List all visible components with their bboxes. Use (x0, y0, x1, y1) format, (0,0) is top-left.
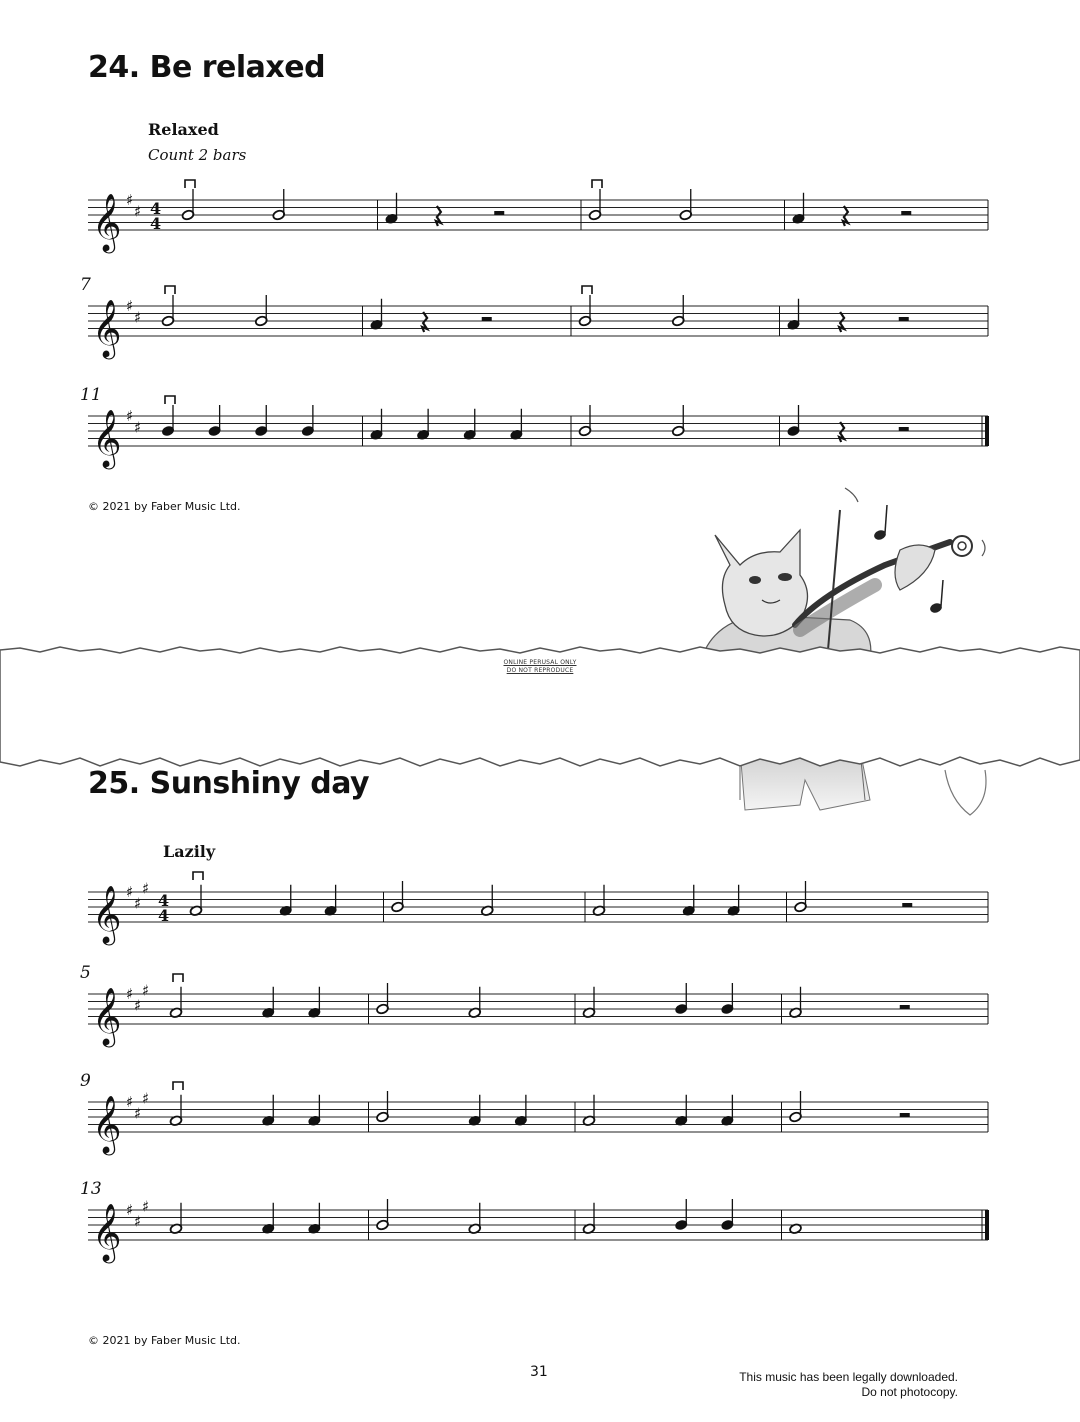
piece-25-system-1 (80, 864, 1000, 944)
piece-25-tempo: Lazily (163, 842, 216, 861)
online-perusal-watermark (470, 659, 610, 675)
treble-clef-icon: 𝄞 (92, 409, 122, 467)
key-sharp-icon: ♯ (126, 191, 134, 209)
download-notice-line-1: This music has been legally downloaded. (739, 1370, 958, 1384)
key-sharp-icon: ♯ (126, 985, 134, 1003)
down-bow-icon (193, 872, 203, 880)
download-notice-line-2: Do not photocopy. (861, 1385, 958, 1399)
treble-clef-icon: 𝄞 (92, 1095, 122, 1153)
page-number: 31 (530, 1364, 548, 1380)
piece-24-system-2 (80, 270, 1000, 360)
half-rest-icon (899, 317, 909, 321)
measure-number: 7 (80, 275, 91, 295)
treble-clef-icon: 𝄞 (92, 1203, 122, 1261)
time-signature-top: 4 (150, 199, 162, 218)
piece-24-system-3 (80, 380, 1000, 470)
piece-25-title: 25. Sunshiny day (88, 766, 370, 801)
treble-clef-icon: 𝄞 (92, 885, 122, 943)
half-rest-icon (494, 211, 504, 215)
key-sharp-icon: ♯ (142, 1197, 150, 1216)
quarter-rest-icon (839, 422, 844, 442)
key-sharp-icon: ♯ (126, 297, 134, 315)
half-rest-icon (900, 1113, 910, 1117)
measure-number: 9 (80, 1071, 91, 1091)
down-bow-icon (582, 286, 592, 294)
half-rest-icon (901, 211, 911, 215)
down-bow-icon (173, 1082, 183, 1090)
quarter-rest-icon (422, 312, 427, 332)
piece-24-copyright: © 2021 by Faber Music Ltd. (88, 500, 241, 513)
half-rest-icon (902, 903, 912, 907)
key-sharp-icon: ♯ (134, 894, 142, 913)
key-sharp-icon: ♯ (126, 407, 134, 425)
time-signature-bottom: 4 (158, 906, 170, 925)
half-rest-icon (482, 317, 492, 321)
key-sharp-icon: ♯ (134, 1104, 142, 1123)
piece-24-title: 24. Be relaxed (88, 50, 326, 85)
quarter-rest-icon (436, 206, 441, 226)
down-bow-icon (165, 396, 175, 404)
down-bow-icon (165, 286, 175, 294)
measure-number: 5 (80, 963, 91, 983)
key-sharp-icon: ♯ (126, 1093, 134, 1111)
key-sharp-icon: ♯ (134, 202, 142, 221)
download-notice (739, 1370, 958, 1400)
piece-24-tempo: Relaxed (148, 120, 219, 139)
treble-clef-icon: 𝄞 (92, 987, 122, 1045)
measure-number: 13 (80, 1179, 102, 1199)
key-sharp-icon: ♯ (134, 418, 142, 437)
key-sharp-icon: ♯ (142, 1089, 150, 1108)
down-bow-icon (592, 180, 602, 188)
key-sharp-icon: ♯ (126, 1201, 134, 1219)
key-sharp-icon: ♯ (126, 883, 134, 901)
piece-25-copyright: © 2021 by Faber Music Ltd. (88, 1334, 241, 1347)
treble-clef-icon: 𝄞 (92, 193, 122, 251)
time-signature-bottom: 4 (150, 214, 162, 233)
quarter-rest-icon (839, 312, 844, 332)
piece-25-system-4 (80, 1174, 1000, 1264)
watermark-line-1: ONLINE PERUSAL ONLY (503, 659, 577, 666)
watermark-line-2: DO NOT REPRODUCE (506, 667, 574, 674)
key-sharp-icon: ♯ (142, 879, 150, 898)
half-rest-icon (899, 427, 909, 431)
piece-25-system-2 (80, 958, 1000, 1048)
piece-25-system-3 (80, 1066, 1000, 1156)
key-sharp-icon: ♯ (142, 981, 150, 1000)
quarter-rest-icon (843, 206, 848, 226)
down-bow-icon (185, 180, 195, 188)
half-rest-icon (900, 1005, 910, 1009)
treble-clef-icon: 𝄞 (92, 299, 122, 357)
time-signature-top: 4 (158, 891, 170, 910)
piece-24-system-1 (80, 172, 1000, 252)
key-sharp-icon: ♯ (134, 996, 142, 1015)
measure-number: 11 (80, 385, 102, 405)
piece-24-count-instruction: Count 2 bars (148, 146, 247, 164)
key-sharp-icon: ♯ (134, 1212, 142, 1231)
key-sharp-icon: ♯ (134, 308, 142, 327)
down-bow-icon (173, 974, 183, 982)
